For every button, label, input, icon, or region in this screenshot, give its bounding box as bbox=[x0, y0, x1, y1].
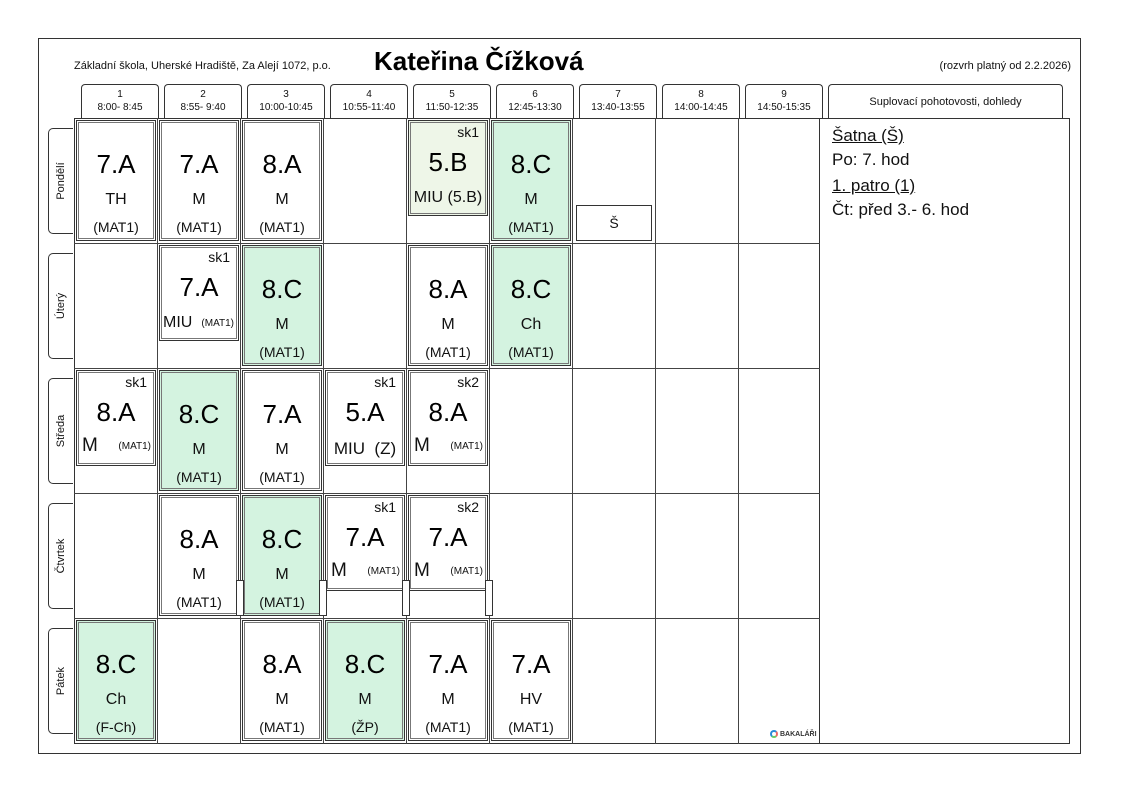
class-label: 8.C bbox=[261, 274, 303, 304]
day-tab-wednesday: Středa bbox=[48, 378, 73, 484]
subject-label: M bbox=[192, 441, 206, 458]
lesson-cell[interactable] bbox=[76, 370, 156, 466]
grid-line bbox=[240, 118, 241, 744]
period-header-2: 2 8:55- 9:40 bbox=[164, 84, 242, 118]
bakalari-logo: BAKALÁŘI bbox=[770, 730, 817, 738]
class-label: 7.A bbox=[511, 649, 551, 679]
period-header-3: 3 10:00-10:45 bbox=[247, 84, 325, 118]
subject-label: M bbox=[414, 435, 430, 456]
subject-label: MIU bbox=[163, 314, 193, 331]
teacher-name: Kateřina Čížková bbox=[374, 46, 584, 76]
class-label: 8.A bbox=[428, 274, 468, 304]
lesson-cell[interactable] bbox=[242, 245, 322, 366]
duty-marker[interactable] bbox=[319, 580, 327, 616]
duty-marker[interactable] bbox=[402, 580, 410, 616]
lesson-cell[interactable] bbox=[242, 370, 322, 491]
class-label: 8.C bbox=[510, 274, 552, 304]
supervision-line: Šatna (Š) bbox=[832, 126, 904, 145]
period-header-9: 9 14:50-15:35 bbox=[745, 84, 823, 118]
class-label: 8.A bbox=[262, 649, 302, 679]
duty-marker[interactable] bbox=[236, 580, 244, 616]
subject-label: M bbox=[275, 441, 289, 458]
group-label: sk2 bbox=[457, 374, 479, 390]
room-label: (MAT1) bbox=[259, 719, 305, 735]
class-label: 7.A bbox=[428, 649, 468, 679]
day-tab-friday: Pátek bbox=[48, 628, 73, 734]
subject-label: M bbox=[275, 691, 289, 708]
day-tab-thursday: Čtvrtek bbox=[48, 503, 73, 609]
school-name: Základní škola, Uherské Hradiště, Za Alejí 1072, p.o. bbox=[74, 60, 331, 72]
grid-line bbox=[489, 118, 490, 744]
group-label: sk2 bbox=[457, 499, 479, 515]
class-label: 8.C bbox=[95, 649, 137, 679]
room-label: (MAT1) bbox=[176, 594, 222, 610]
subject-label: Ch bbox=[105, 691, 127, 708]
room-label: (MAT1) bbox=[425, 344, 471, 360]
subject-label: HV bbox=[519, 691, 543, 708]
class-label: 7.A bbox=[428, 522, 468, 552]
subject-label: M bbox=[275, 316, 289, 333]
room-label: (MAT1) bbox=[508, 719, 554, 735]
room-label: (MAT1) bbox=[450, 441, 483, 452]
group-label: sk1 bbox=[457, 124, 479, 140]
supervision-line: Po: 7. hod bbox=[832, 150, 910, 169]
subject-label: Ch bbox=[520, 316, 542, 333]
bakalari-icon bbox=[770, 730, 778, 738]
supervision-line: Čt: před 3.- 6. hod bbox=[832, 200, 970, 219]
class-label: 7.A bbox=[262, 399, 302, 429]
lesson-cell[interactable] bbox=[76, 620, 156, 741]
room-label: (MAT1) bbox=[93, 219, 139, 235]
subject-label: M bbox=[414, 560, 430, 581]
subject-label: M bbox=[358, 691, 372, 708]
class-label: 8.A bbox=[179, 524, 219, 554]
period-header-5: 5 11:50-12:35 bbox=[413, 84, 491, 118]
lesson-cell[interactable] bbox=[325, 620, 405, 741]
room-label: (MAT1) bbox=[367, 566, 400, 577]
class-label: 8.C bbox=[510, 149, 552, 179]
grid-line bbox=[738, 118, 739, 744]
group-label: sk1 bbox=[208, 249, 230, 265]
group-label: sk1 bbox=[125, 374, 147, 390]
group-label: sk1 bbox=[374, 499, 396, 515]
class-label: 5.A bbox=[345, 397, 385, 427]
lesson-cell[interactable] bbox=[325, 370, 405, 466]
lesson-cell[interactable] bbox=[325, 495, 405, 591]
lesson-cell[interactable] bbox=[491, 245, 571, 366]
lesson-cell[interactable] bbox=[159, 370, 239, 491]
room-label: (MAT1) bbox=[201, 318, 234, 329]
room-label: (MAT1) bbox=[176, 219, 222, 235]
duty-box[interactable]: Š bbox=[576, 205, 652, 241]
grid-line bbox=[406, 118, 407, 744]
group-label: sk1 bbox=[374, 374, 396, 390]
room-label: (ŽP) bbox=[351, 719, 379, 735]
period-header-4: 4 10:55-11:40 bbox=[330, 84, 408, 118]
room-label: (MAT1) bbox=[425, 719, 471, 735]
room-label: (MAT1) bbox=[118, 441, 151, 452]
lesson-cell[interactable] bbox=[159, 120, 239, 241]
subject-label: M bbox=[441, 316, 455, 333]
lesson-cell[interactable] bbox=[408, 495, 488, 591]
lesson-cell[interactable] bbox=[76, 120, 156, 241]
class-label: 5.B bbox=[428, 147, 468, 177]
class-label: 8.C bbox=[178, 399, 220, 429]
grid-line bbox=[74, 618, 820, 619]
class-label: 7.A bbox=[179, 149, 219, 179]
class-label: 8.C bbox=[261, 524, 303, 554]
period-header-7: 7 13:40-13:55 bbox=[579, 84, 657, 118]
day-tab-monday: Pondělí bbox=[48, 128, 73, 234]
room-label: (F-Ch) bbox=[95, 719, 137, 735]
room-label: (MAT1) bbox=[508, 219, 554, 235]
subject-label: MIU (5.B) bbox=[413, 189, 483, 206]
lesson-cell[interactable] bbox=[408, 370, 488, 466]
lesson-cell[interactable] bbox=[491, 120, 571, 241]
subject-label: M bbox=[82, 435, 98, 456]
grid-line bbox=[74, 243, 820, 244]
class-label: 8.A bbox=[262, 149, 302, 179]
class-label: 8.A bbox=[96, 397, 136, 427]
room-label: (MAT1) bbox=[259, 594, 305, 610]
room-label: (MAT1) bbox=[259, 344, 305, 360]
lesson-cell[interactable] bbox=[242, 495, 322, 616]
subject-label: M bbox=[524, 191, 538, 208]
lesson-cell[interactable] bbox=[242, 620, 322, 741]
subject-label: M bbox=[192, 566, 206, 583]
subject-label: M bbox=[275, 566, 289, 583]
lesson-cell[interactable] bbox=[408, 245, 488, 366]
lesson-cell[interactable] bbox=[159, 495, 239, 616]
room-label: (MAT1) bbox=[176, 469, 222, 485]
grid-line bbox=[655, 118, 656, 744]
duty-marker[interactable] bbox=[485, 580, 493, 616]
lesson-cell[interactable] bbox=[159, 245, 239, 341]
supervision-header: Suplovací pohotovosti, dohledy bbox=[828, 84, 1063, 118]
grid-line bbox=[74, 493, 820, 494]
subject-label: M bbox=[441, 691, 455, 708]
room-label: (MAT1) bbox=[259, 219, 305, 235]
class-label: 7.A bbox=[345, 522, 385, 552]
grid-line bbox=[572, 118, 573, 744]
grid-line bbox=[323, 118, 324, 744]
lesson-cell[interactable] bbox=[408, 120, 488, 216]
class-label: 7.A bbox=[96, 149, 136, 179]
grid-line bbox=[157, 118, 158, 744]
lesson-cell[interactable] bbox=[408, 620, 488, 741]
validity-note: (rozvrh platný od 2.2.2026) bbox=[939, 60, 1071, 72]
subject-label: TH bbox=[105, 191, 127, 208]
class-label: 7.A bbox=[179, 272, 219, 302]
grid-line bbox=[74, 368, 820, 369]
period-header-8: 8 14:00-14:45 bbox=[662, 84, 740, 118]
class-label: 8.C bbox=[344, 649, 386, 679]
day-tab-tuesday: Úterý bbox=[48, 253, 73, 359]
period-header-1: 1 8:00- 8:45 bbox=[81, 84, 159, 118]
class-label: 8.A bbox=[428, 397, 468, 427]
period-header-6: 6 12:45-13:30 bbox=[496, 84, 574, 118]
subject-label: MIU (Z) bbox=[333, 439, 397, 458]
subject-label: M bbox=[275, 191, 289, 208]
room-label: (MAT1) bbox=[259, 469, 305, 485]
lesson-cell[interactable] bbox=[491, 620, 571, 741]
subject-label: M bbox=[331, 560, 347, 581]
room-label: (MAT1) bbox=[508, 344, 554, 360]
subject-label: M bbox=[192, 191, 206, 208]
supervision-line: 1. patro (1) bbox=[832, 176, 916, 195]
lesson-cell[interactable] bbox=[242, 120, 322, 241]
room-label: (MAT1) bbox=[450, 566, 483, 577]
